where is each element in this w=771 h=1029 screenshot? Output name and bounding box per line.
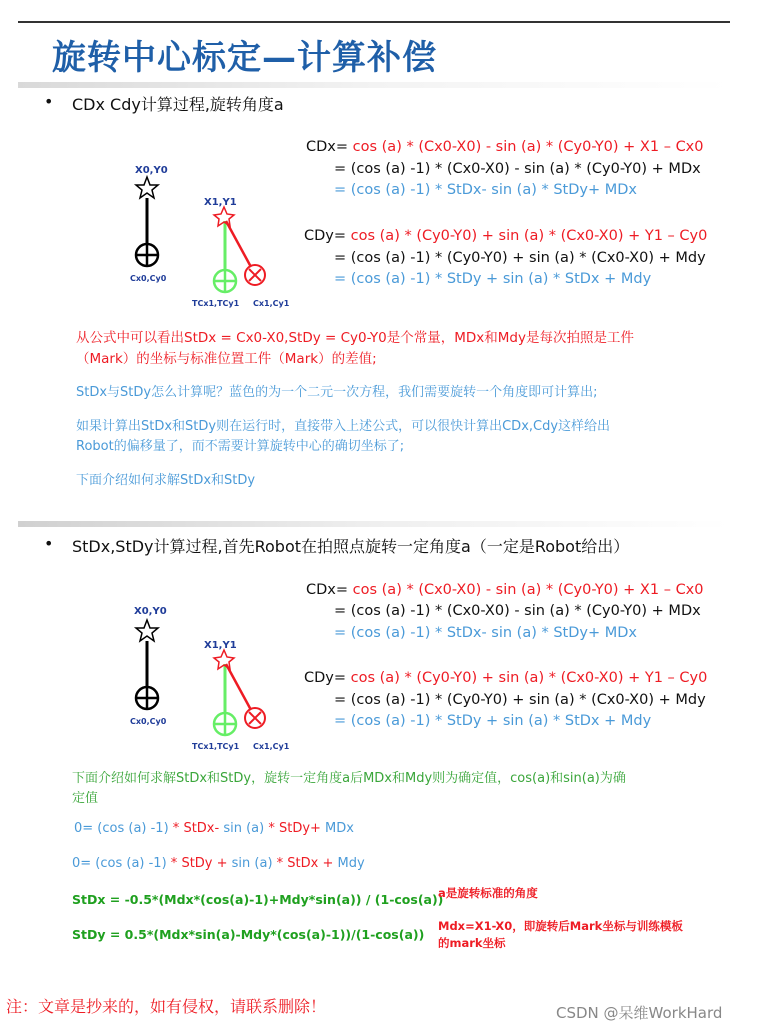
rotation-diagram-2 — [110, 598, 300, 758]
s2-cdy-line1: CDy= cos (a) * (Cy0-Y0) + sin (a) * (Cx0-X0) + Y1 – Cy0 — [304, 670, 708, 686]
rotation-diagram-1 — [110, 155, 300, 315]
s1-para-red-1: 从公式中可以看出StDx = Cx0-X0,StDy = Cy0-Y0是个常量，MDx和Mdy是每次拍照是工件 — [76, 330, 634, 346]
c0-label: Cx0,Cy0 — [130, 717, 167, 726]
section-divider — [18, 521, 730, 527]
p1-red-line — [226, 221, 251, 267]
top-rule — [18, 21, 730, 23]
section1-bullet: CDx Cdy计算过程,旋转角度a — [72, 95, 284, 114]
s2-para-green-1: 下面介绍如何求解StDx和StDy，旋转一定角度a后MDx和Mdy则为确定值，cos(a)和sin(a)为确 — [72, 771, 626, 786]
p0-star-icon — [136, 620, 158, 641]
s2-para-green-2: 定值 — [72, 791, 99, 806]
c1-label: Cx1,Cy1 — [253, 742, 290, 751]
s1-cdy-line3: = (cos (a) -1) * StDy + sin (a) * StDx + Mdy — [334, 271, 652, 287]
s2-note-a: a是旋转标准的角度 — [438, 886, 538, 900]
p0-label: X0,Y0 — [134, 606, 167, 617]
s1-cdx-line1: CDx= cos (a) * (Cx0-X0) - sin (a) * (Cy0-Y0) + X1 – Cx0 — [306, 139, 704, 155]
s2-cdy-line3: = (cos (a) -1) * StDy + sin (a) * StDx + Mdy — [334, 713, 652, 729]
c0-label: Cx0,Cy0 — [130, 274, 167, 283]
s1-para-blue-2b: Robot的偏移量了，而不需要计算旋转中心的确切坐标了; — [76, 439, 405, 454]
p1-label: X1,Y1 — [204, 640, 237, 651]
s2-cdx-line3: = (cos (a) -1) * StDx- sin (a) * StDy+ MDx — [334, 625, 637, 641]
s1-cdx-line3: = (cos (a) -1) * StDx- sin (a) * StDy+ MDx — [334, 182, 637, 198]
s2-eq0x: 0= (cos (a) -1) * StDx- sin (a) * StDy+ MDx — [74, 821, 354, 836]
p0-star-icon — [136, 177, 158, 198]
p1-red-line — [226, 664, 251, 710]
c1-label: Cx1,Cy1 — [253, 299, 290, 308]
footer-copyright-note: 注：文章是抄来的，如有侵权，请联系删除！ — [6, 997, 327, 1016]
s2-note-mdx-2: 的mark坐标 — [438, 936, 506, 950]
p1-label: X1,Y1 — [204, 197, 237, 208]
s2-eq0y: 0= (cos (a) -1) * StDy + sin (a) * StDx + Mdy — [72, 856, 365, 871]
s1-para-blue-2a: 如果计算出StDx和StDy则在运行时，直接带入上述公式，可以很快计算出CDx,Cdy这样给出 — [76, 419, 611, 434]
section2-bullet: StDx,StDy计算过程,首先Robot在拍照点旋转一定角度a（一定是Robot给出） — [72, 537, 630, 556]
s2-cdx-line2: = (cos (a) -1) * (Cx0-X0) - sin (a) * (Cy0-Y0) + MDx — [334, 603, 701, 619]
bullet-dot-2: • — [44, 534, 54, 553]
tc1-label: TCx1,TCy1 — [192, 742, 240, 751]
title-underline — [18, 82, 730, 88]
page-title: 旋转中心标定—计算补偿 — [52, 38, 437, 78]
s2-cdx-line1: CDx= cos (a) * (Cx0-X0) - sin (a) * (Cy0-Y0) + X1 – Cx0 — [306, 582, 704, 598]
s2-note-mdx-1: Mdx=X1-X0，即旋转后Mark坐标与训练模板 — [438, 919, 683, 933]
s2-solution-y: StDy = 0.5*(Mdx*sin(a)-Mdy*(cos(a)-1))/(1-cos(a)) — [72, 927, 425, 942]
p0-label: X0,Y0 — [135, 165, 168, 176]
bullet-dot: • — [44, 92, 54, 111]
s1-cdy-line1: CDy= cos (a) * (Cy0-Y0) + sin (a) * (Cx0-X0) + Y1 – Cy0 — [304, 228, 708, 244]
tc1-label: TCx1,TCy1 — [192, 299, 240, 308]
s2-cdy-line2: = (cos (a) -1) * (Cy0-Y0) + sin (a) * (Cx0-X0) + Mdy — [334, 692, 706, 708]
s1-para-red-2: （Mark）的坐标与标准位置工件（Mark）的差值; — [76, 351, 377, 367]
s1-cdx-line2: = (cos (a) -1) * (Cx0-X0) - sin (a) * (Cy0-Y0) + MDx — [334, 161, 701, 177]
s1-para-blue-3: 下面介绍如何求解StDx和StDy — [76, 473, 256, 488]
s2-solution-x: StDx = -0.5*(Mdx*(cos(a)-1)+Mdy*sin(a)) / (1-cos(a)) — [72, 892, 444, 907]
s1-para-blue-1: StDx与StDy怎么计算呢？蓝色的为一个二元一次方程，我们需要旋转一个角度即可计算出; — [76, 385, 598, 400]
csdn-watermark: CSDN @呆维WorkHard — [556, 1004, 723, 1022]
s1-cdy-line2: = (cos (a) -1) * (Cy0-Y0) + sin (a) * (Cx0-X0) + Mdy — [334, 250, 706, 266]
